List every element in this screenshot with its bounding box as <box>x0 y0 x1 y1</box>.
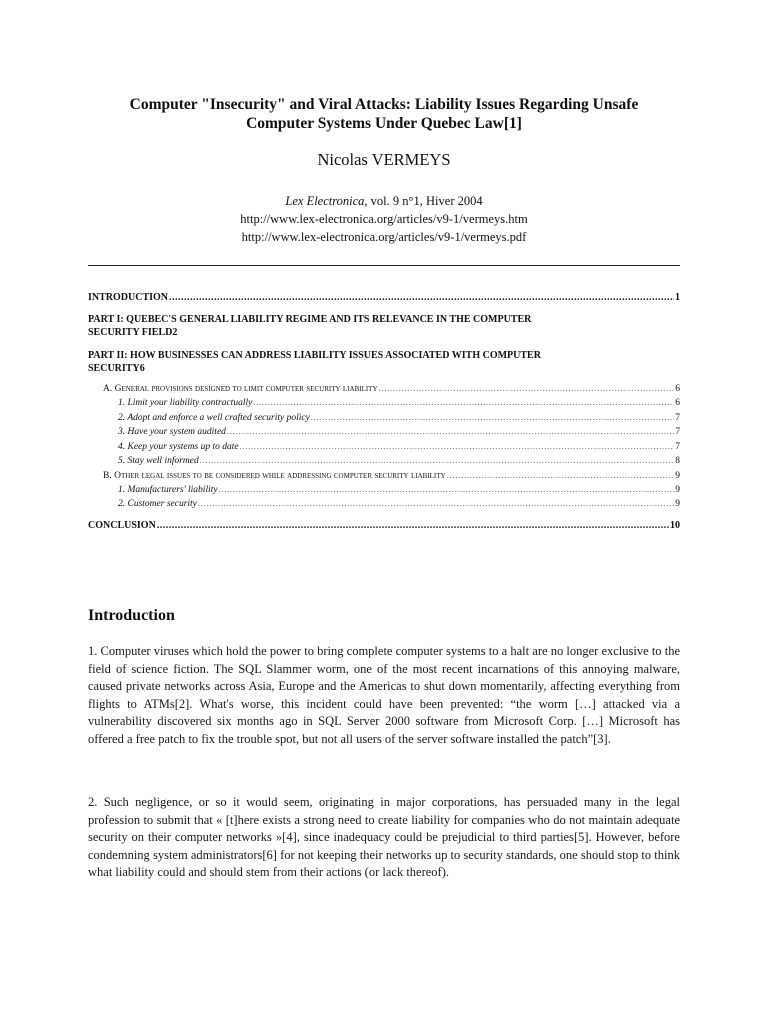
citation-line <box>88 192 680 210</box>
toc-item[interactable]: 3. Have your system audited ..... 7 <box>88 425 680 440</box>
toc-item[interactable]: 1. Limit your liability contractually ..... 6 <box>88 396 680 411</box>
table-of-contents <box>88 292 680 531</box>
toc-part-2[interactable]: PART II: HOW BUSINESSES CAN ADDRESS LIABILITY ISSUES ASSOCIATED WITH COMPUTER SECURITY 6 <box>88 350 541 374</box>
toc-conclusion[interactable]: CONCLUSION ..... 10 <box>88 520 680 531</box>
title-line-2: Computer Systems Under Quebec Law[1] <box>246 115 522 132</box>
journal-name: Lex Electronica <box>285 194 365 208</box>
title-line-1: Computer "Insecurity" and Viral Attacks: Liability Issues Regarding Unsafe <box>129 96 639 113</box>
toc-introduction[interactable]: INTRODUCTION ..... 1 <box>88 292 680 303</box>
url-pdf-link[interactable]: http://www.lex-electronica.org/articles/v9-1/vermeys.pdf <box>241 230 527 244</box>
issue-info: , vol. 9 n°1, Hiver 2004 <box>364 194 483 208</box>
toc-item[interactable]: 1. Manufacturers' liability ..... 9 <box>88 483 680 498</box>
toc-section-b[interactable]: B. Other legal issues to be considered while addressing computer security liability ..... 9 <box>88 469 680 483</box>
publication-info <box>88 192 680 246</box>
toc-part-1[interactable]: PART I: QUEBEC'S GENERAL LIABILITY REGIME AND ITS RELEVANCE IN THE COMPUTER SECURITY FIELD 2 <box>88 314 532 338</box>
toc-item[interactable]: 5. Stay well informed ..... 8 <box>88 454 680 469</box>
toc-item[interactable]: 2. Adopt and enforce a well crafted security policy ..... 7 <box>88 411 680 426</box>
section-heading-introduction: Introduction <box>88 607 175 624</box>
horizontal-divider <box>88 265 680 266</box>
document-title <box>88 95 680 133</box>
toc-item[interactable]: 4. Keep your systems up to date ..... 7 <box>88 440 680 455</box>
toc-item[interactable]: 2. Customer security ..... 9 <box>88 497 680 512</box>
url-htm-link[interactable]: http://www.lex-electronica.org/articles/v9-1/vermeys.htm <box>240 212 528 226</box>
author-name: Nicolas VERMEYS <box>317 150 451 169</box>
body-paragraph-1: 1. Computer viruses which hold the power to bring complete computer systems to a halt are no longer exclusive to the field of science fiction. The SQL Slammer worm, one of the most recent incarnations of this annoying malware, caused private networks across Asia, Europe and the Americas to shut down momentarily, affecting everything from flights to ATMs[2]. What's worse, this incident could have been prevented: “the worm […] attacked via a vulnerability discovered six months ago in SQL Server 2000 software from Microsoft Corp. […] Microsoft has offered a free patch to fix the trouble spot, but not all users of the server software installed the patch”[3]. <box>88 644 680 746</box>
toc-section-a[interactable]: A. General provisions designed to limit computer security liability ..... 6 <box>88 382 680 396</box>
body-paragraph-2: 2. Such negligence, or so it would seem, originating in major corporations, has persuaded many in the legal profession to submit that « [t]here exists a strong need to create liability for companies who do not maintain adequate security on their computer networks »[4], since inadequacy could be prejudicial to third parties[5]. However, before condemning system administrators[6] for not keeping their networks up to security standards, one should stop to think what liability could and should stem from their actions (or lack thereof). <box>88 795 680 879</box>
